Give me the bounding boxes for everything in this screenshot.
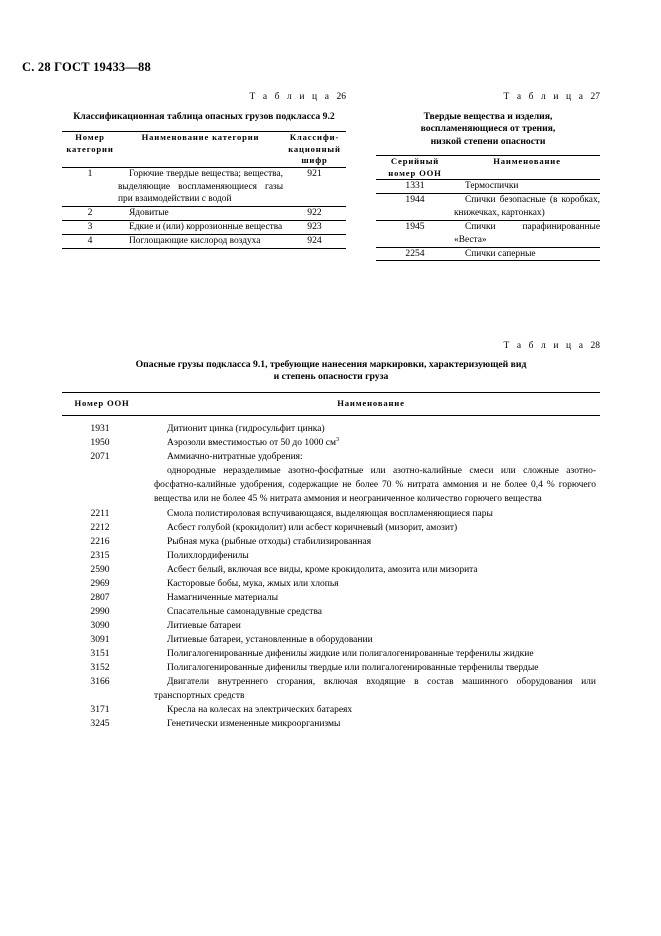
table-row [62,549,600,563]
table-row [62,647,600,661]
table-27-label [376,92,600,102]
table-row [62,633,600,647]
cell-un-number: 3166 [90,676,110,688]
table-row [62,703,600,717]
table-row [62,436,600,450]
cell-un-number: 2211 [90,507,110,519]
cell-classification-code: 921 [307,167,322,179]
table-28-label-number: 28 [590,341,600,351]
cell-name: Полигалогенированные дифенилы твердые или полигалогенированные терфенилы твердые [167,663,539,674]
table-row [376,220,600,247]
table-26 [62,131,346,249]
cell-category-name: Ядовитые [129,208,169,219]
cell-name: Смола полистироловая вспучивающаяся, выделяющая воспламеняющиеся пары [167,508,493,519]
table-row [62,521,600,535]
table-row [62,717,600,736]
cell-name: Касторовые бобы, мука, жмых или хлопья [167,578,339,589]
cell-name: Литиевые батареи, установленные в оборудовании [167,634,373,645]
table-row [62,591,600,605]
table-row [62,535,600,549]
table-28-head [62,392,600,415]
table-28-title-line-2: и степень опасности груза [273,371,389,383]
table-row [62,221,346,235]
table-28-title-line-1: Опасные грузы подкласса 9.1, требующие нанесения маркировки, характеризующей вид [135,359,527,370]
cell-un-number: 3171 [90,704,110,716]
cell-un-number: 3152 [90,662,110,674]
cell-name: Спички парафинированные «Веста» [454,221,600,245]
table-26-header-classification-code: Классифи- кационный шифр [288,132,341,166]
cell-un-number: 1945 [405,220,425,232]
table-28-label [62,341,600,351]
table-28-body [62,416,600,737]
table-27-title [376,111,600,148]
table-28-header-un-number: Номер ООН [74,397,130,408]
cell-un-number: 1950 [90,437,110,449]
cell-category-number: 4 [87,235,93,247]
table-26-header-row [62,132,346,167]
table-row [62,167,346,207]
cell-name: Полихлордифенилы [167,550,249,561]
cell-category-number: 1 [87,167,93,179]
table-26-block [62,92,346,249]
table-27-head [376,156,600,180]
cell-classification-code: 924 [307,235,322,247]
table-row [62,416,600,437]
cell-name: Дитионит цинка (гидросульфит цинка) [167,424,325,435]
table-row [376,194,600,221]
table-26-body [62,167,346,249]
table-27-label-prefix: Т а б л и ц а [503,92,586,102]
table-27-bottom-rule [376,261,600,262]
cell-un-number: 2216 [90,535,110,547]
cell-name-continuation: однородные неразделимые азотно-фосфатные или азотно-калийные смеси или сложные азотно-фосфатно-калийные удобрения, содержащие не более 70 % нитрата аммония и не более 0,4 % горючего вещества или не более 45 % нитрата аммония и неограниченное количество горючего вещества [154,466,596,505]
table-row [62,675,600,703]
cell-classification-code: 923 [307,221,322,233]
table-row [376,247,600,261]
cell-category-number: 2 [87,207,93,219]
cell-name: Полигалогенированные дифенилы жидкие или полигалогенированные терфенилы жидкие [167,648,534,659]
cell-un-number: 1944 [405,194,425,205]
table-row [62,563,600,577]
cell-un-number: 3245 [90,718,110,730]
cell-un-number: 3091 [90,633,110,645]
cell-name: Термоспички [465,181,519,192]
table-row [62,507,600,521]
table-27-header-row [376,156,600,180]
cell-name: Спички безопасные (в коробках, книжечках, картонках) [454,195,600,218]
cell-un-number: 2990 [90,605,110,617]
table-27-header-un-number: Серийный номер ООН [388,156,442,178]
cell-un-number: 2254 [405,247,425,259]
table-28-label-prefix: Т а б л и ц а [503,341,586,351]
cell-category-name: Горючие твердые вещества; вещества, выделяющие воспламеняющиеся газы при взаимодействии с водой [118,168,283,205]
table-26-header-category-name: Наименование категории [141,132,260,143]
cell-un-number: 2071 [90,451,110,463]
table-27-body [376,180,600,262]
cell-classification-code: 922 [307,207,322,219]
cell-name: Намагниченные материалы [167,592,278,603]
table-row [62,207,346,221]
cell-un-number: 3151 [90,647,110,659]
cell-un-number: 3090 [90,619,110,631]
cell-name: Спички саперные [465,248,536,259]
table-row [62,605,600,619]
table-26-title: Классификационная таблица опасных грузов подкласса 9.2 [73,111,335,122]
table-26-head [62,132,346,167]
table-28-header-row [62,392,600,415]
cell-category-name: Едкие и (или) коррозионные вещества [129,222,283,233]
running-head: С. 28 ГОСТ 19433—88 [22,60,151,74]
table-28-header-name: Наименование [337,397,405,408]
cell-un-number: 2807 [90,591,110,603]
table-27 [376,155,600,261]
table-27-title-line-1: Твердые вещества и изделия, [423,111,553,122]
cell-un-number: 2315 [90,549,110,561]
table-row [376,180,600,194]
table-row [62,661,600,675]
cell-un-number: 2212 [90,521,110,533]
table-27-header-name: Наименование [493,156,561,167]
table-27-label-number: 27 [590,92,600,102]
cell-un-number: 2590 [90,563,110,575]
table-row [62,619,600,633]
cell-name-heading: Аммиачно-нитратные удобрения: [167,452,303,463]
cell-name: Кресла на колесах на электрических батареях [167,705,353,716]
cell-name: Асбест голубой (крокидолит) или асбест коричневый (мизорит, амозит) [167,522,458,533]
table-row [62,577,600,591]
table-26-label [62,92,346,102]
table-27-title-line-2: воспламеняющиеся от трения, [420,123,556,135]
table-28-title [62,359,600,384]
table-row [62,235,346,249]
table-row [62,450,600,506]
cell-name [142,450,600,506]
table-26-label-prefix: Т а б л и ц а [249,92,332,102]
cell-name: Аэрозоли вместимостью от 50 до 1000 $см^3$ [167,436,340,449]
cell-un-number: 1931 [90,423,110,435]
table-27-block [376,92,600,261]
cell-name: Рыбная мука (рыбные отходы) стабилизированная [167,536,372,547]
table-28-block [62,341,600,736]
cell-name: Литиевые батареи [167,620,241,631]
table-28 [62,392,600,736]
cell-category-name: Поглощающие кислород воздуха [129,236,261,247]
cell-name: Спасательные самонадувные средства [167,606,323,617]
cell-name: Асбест белый, включая все виды, кроме крокидолита, амозита или мизорита [167,564,478,575]
cell-un-number: 1331 [405,180,425,192]
table-27-title-line-3: низкой степени опасности [430,135,546,147]
cell-un-number: 2969 [90,577,110,589]
table-26-label-number: 26 [336,92,346,102]
cell-category-number: 3 [87,221,93,233]
cell-name: Двигатели внутреннего сгорания, включая входящие в состав машинного оборудования или транспортных средств [154,677,596,702]
table-26-bottom-rule [62,249,346,250]
cell-name: Генетически измененные микроорганизмы [167,719,341,730]
table-26-header-category-number: Номер категории [66,132,114,154]
